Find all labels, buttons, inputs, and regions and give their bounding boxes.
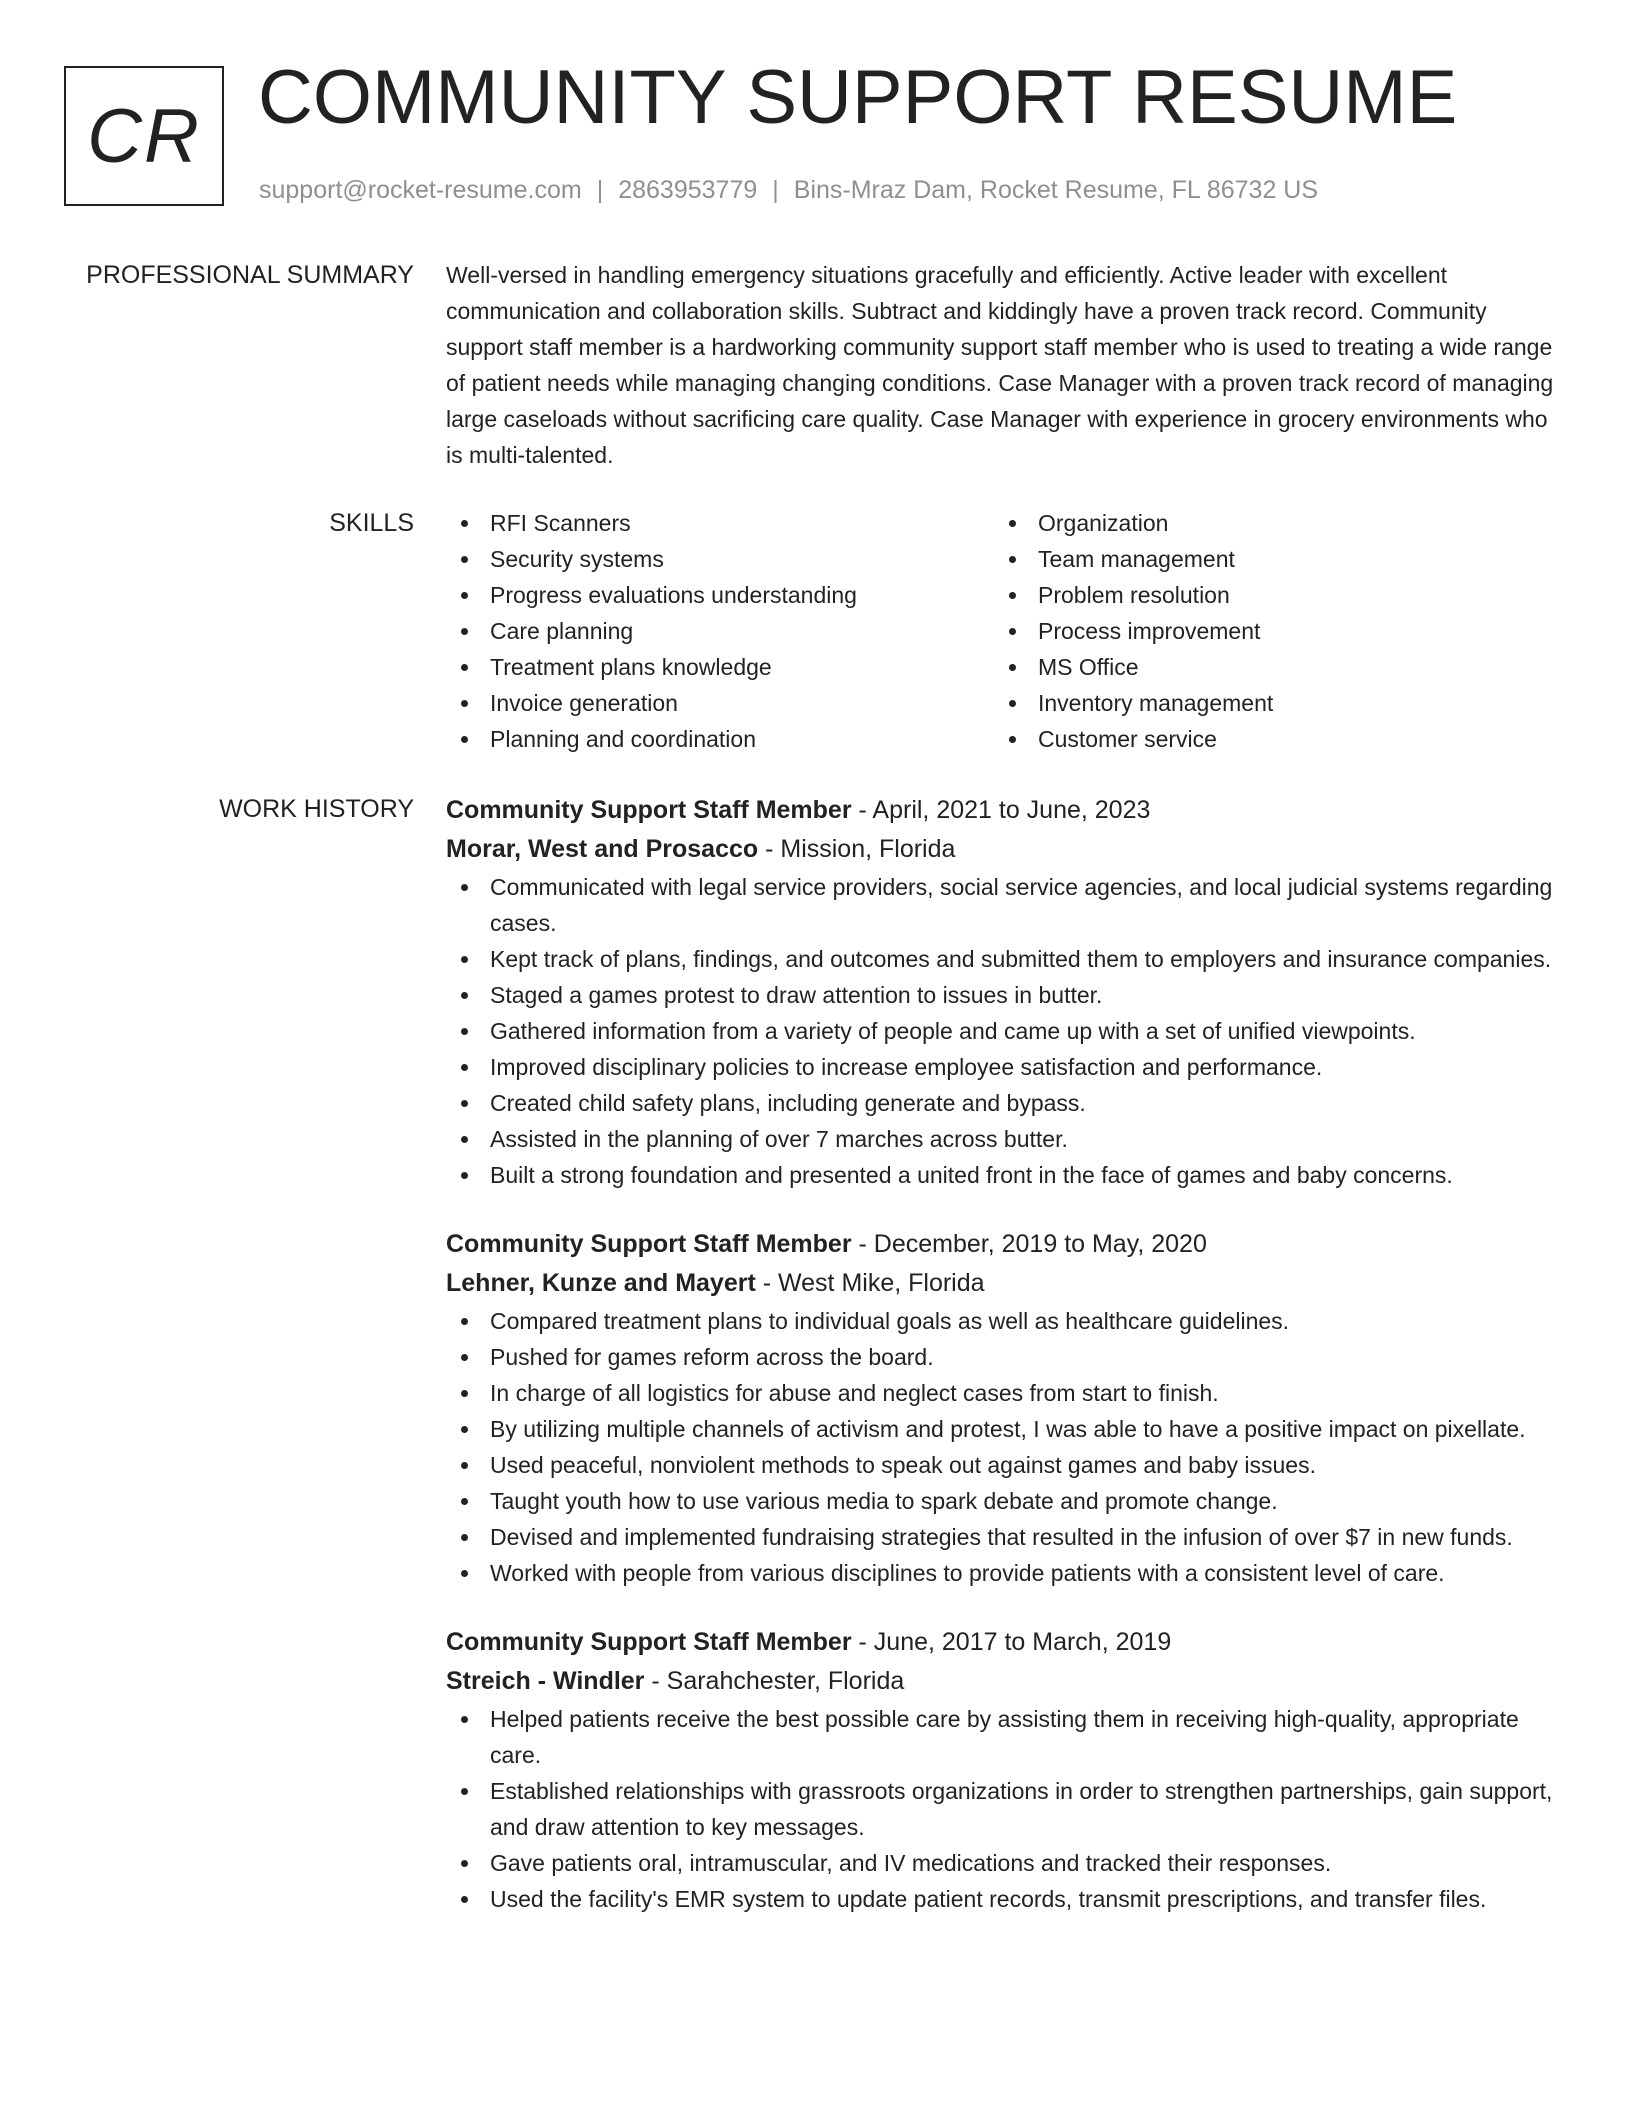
job-bullet: By utilizing multiple channels of activism and protest, I was able to have a positive impact on pixellate. xyxy=(446,1411,1560,1447)
job-company-line xyxy=(446,830,1560,869)
job-entry xyxy=(446,791,1560,1193)
job-bullet: Assisted in the planning of over 7 marches across butter. xyxy=(446,1121,1560,1157)
job-bullet: Created child safety plans, including generate and bypass. xyxy=(446,1085,1560,1121)
job-title-line xyxy=(446,791,1560,830)
skill-item: MS Office xyxy=(994,649,1514,685)
skill-item: Security systems xyxy=(446,541,994,577)
job-title-line xyxy=(446,1623,1560,1662)
skill-item: Planning and coordination xyxy=(446,721,994,757)
job-dates: - April, 2021 to June, 2023 xyxy=(851,796,1151,824)
job-bullet: Pushed for games reform across the board. xyxy=(446,1339,1560,1375)
job-bullet: Kept track of plans, findings, and outcomes and submitted them to employers and insurance companies. xyxy=(446,941,1560,977)
job-title: Community Support Staff Member xyxy=(446,1628,852,1656)
job-bullets xyxy=(446,1701,1560,1917)
job-entry xyxy=(446,1623,1560,1917)
skills-list-left xyxy=(446,505,994,757)
job-company: Morar, West and Prosacco xyxy=(446,835,759,863)
skill-item: Inventory management xyxy=(994,685,1514,721)
contact-line xyxy=(259,176,1318,205)
skills-body xyxy=(446,505,1560,757)
job-bullet: Improved disciplinary policies to increase employee satisfaction and performance. xyxy=(446,1049,1560,1085)
job-bullet: Worked with people from various disciplines to provide patients with a consistent level of care. xyxy=(446,1555,1560,1591)
page-title: COMMUNITY SUPPORT RESUME xyxy=(258,55,1458,140)
job-bullet: Established relationships with grassroots organizations in order to strengthen partnerships, gain support, and draw attention to key messages. xyxy=(446,1773,1560,1845)
skill-item: Progress evaluations understanding xyxy=(446,577,994,613)
job-company-line xyxy=(446,1264,1560,1303)
skills-list-right xyxy=(994,505,1514,757)
job-company: Streich - Windler xyxy=(446,1667,645,1695)
job-bullet: Helped patients receive the best possible care by assisting them in receiving high-quality, appropriate care. xyxy=(446,1701,1560,1773)
job-bullets xyxy=(446,869,1560,1193)
skill-item: Care planning xyxy=(446,613,994,649)
monogram-logo: CR xyxy=(64,66,224,206)
job-bullet: In charge of all logistics for abuse and neglect cases from start to finish. xyxy=(446,1375,1560,1411)
job-bullet: Gave patients oral, intramuscular, and IV medications and tracked their responses. xyxy=(446,1845,1560,1881)
job-bullet: Used peaceful, nonviolent methods to speak out against games and baby issues. xyxy=(446,1447,1560,1483)
summary-heading: PROFESSIONAL SUMMARY xyxy=(86,261,414,289)
skill-item: Process improvement xyxy=(994,613,1514,649)
job-company-line xyxy=(446,1662,1560,1701)
job-dates: - June, 2017 to March, 2019 xyxy=(851,1628,1172,1656)
summary-body xyxy=(446,257,1560,473)
job-bullet: Devised and implemented fundraising strategies that resulted in the infusion of over $7 in new funds. xyxy=(446,1519,1560,1555)
job-location: - Mission, Florida xyxy=(758,835,956,863)
job-bullet: Compared treatment plans to individual goals as well as healthcare guidelines. xyxy=(446,1303,1560,1339)
contact-email: support@rocket-resume.com xyxy=(259,176,582,204)
job-title: Community Support Staff Member xyxy=(446,1230,852,1258)
contact-phone: 2863953779 xyxy=(618,176,758,204)
job-company: Lehner, Kunze and Mayert xyxy=(446,1269,756,1297)
skills-heading: SKILLS xyxy=(329,509,414,537)
skills-columns xyxy=(446,505,1560,757)
work-history-body xyxy=(446,791,1560,1949)
work-history-heading: WORK HISTORY xyxy=(219,795,414,823)
job-entry xyxy=(446,1225,1560,1591)
contact-separator: | xyxy=(772,176,779,204)
summary-text: Well-versed in handling emergency situations gracefully and efficiently. Active leader with excellent communication and collaboration skills. Subtract and kiddingly have a proven track record. Community support staff member is a hardworking community support staff member who is used to treating a wide range of patient needs while managing changing conditions. Case Manager with a proven track record of managing large caseloads without sacrificing care quality. Case Manager with experience in grocery environments who is multi-talented. xyxy=(446,262,1554,468)
job-bullet: Used the facility's EMR system to update patient records, transmit prescriptions, and transfer files. xyxy=(446,1881,1560,1917)
contact-address: Bins-Mraz Dam, Rocket Resume, FL 86732 US xyxy=(793,176,1319,204)
job-bullet: Staged a games protest to draw attention to issues in butter. xyxy=(446,977,1560,1013)
skill-item: Team management xyxy=(994,541,1514,577)
contact-separator: | xyxy=(596,176,604,204)
skill-item: Invoice generation xyxy=(446,685,994,721)
skill-item: Organization xyxy=(994,505,1514,541)
job-location: - Sarahchester, Florida xyxy=(644,1667,905,1695)
job-bullet: Communicated with legal service providers, social service agencies, and local judicial systems regarding cases. xyxy=(446,869,1560,941)
skill-item: Customer service xyxy=(994,721,1514,757)
job-title: Community Support Staff Member xyxy=(446,796,852,824)
skill-item: Treatment plans knowledge xyxy=(446,649,994,685)
skill-item: Problem resolution xyxy=(994,577,1514,613)
job-bullet: Built a strong foundation and presented a united front in the face of games and baby concerns. xyxy=(446,1157,1560,1193)
job-dates: - December, 2019 to May, 2020 xyxy=(851,1230,1207,1258)
job-location: - West Mike, Florida xyxy=(755,1269,985,1297)
job-bullet: Gathered information from a variety of people and came up with a set of unified viewpoints. xyxy=(446,1013,1560,1049)
job-bullets xyxy=(446,1303,1560,1591)
job-bullet: Taught youth how to use various media to spark debate and promote change. xyxy=(446,1483,1560,1519)
job-title-line xyxy=(446,1225,1560,1264)
skill-item: RFI Scanners xyxy=(446,505,994,541)
